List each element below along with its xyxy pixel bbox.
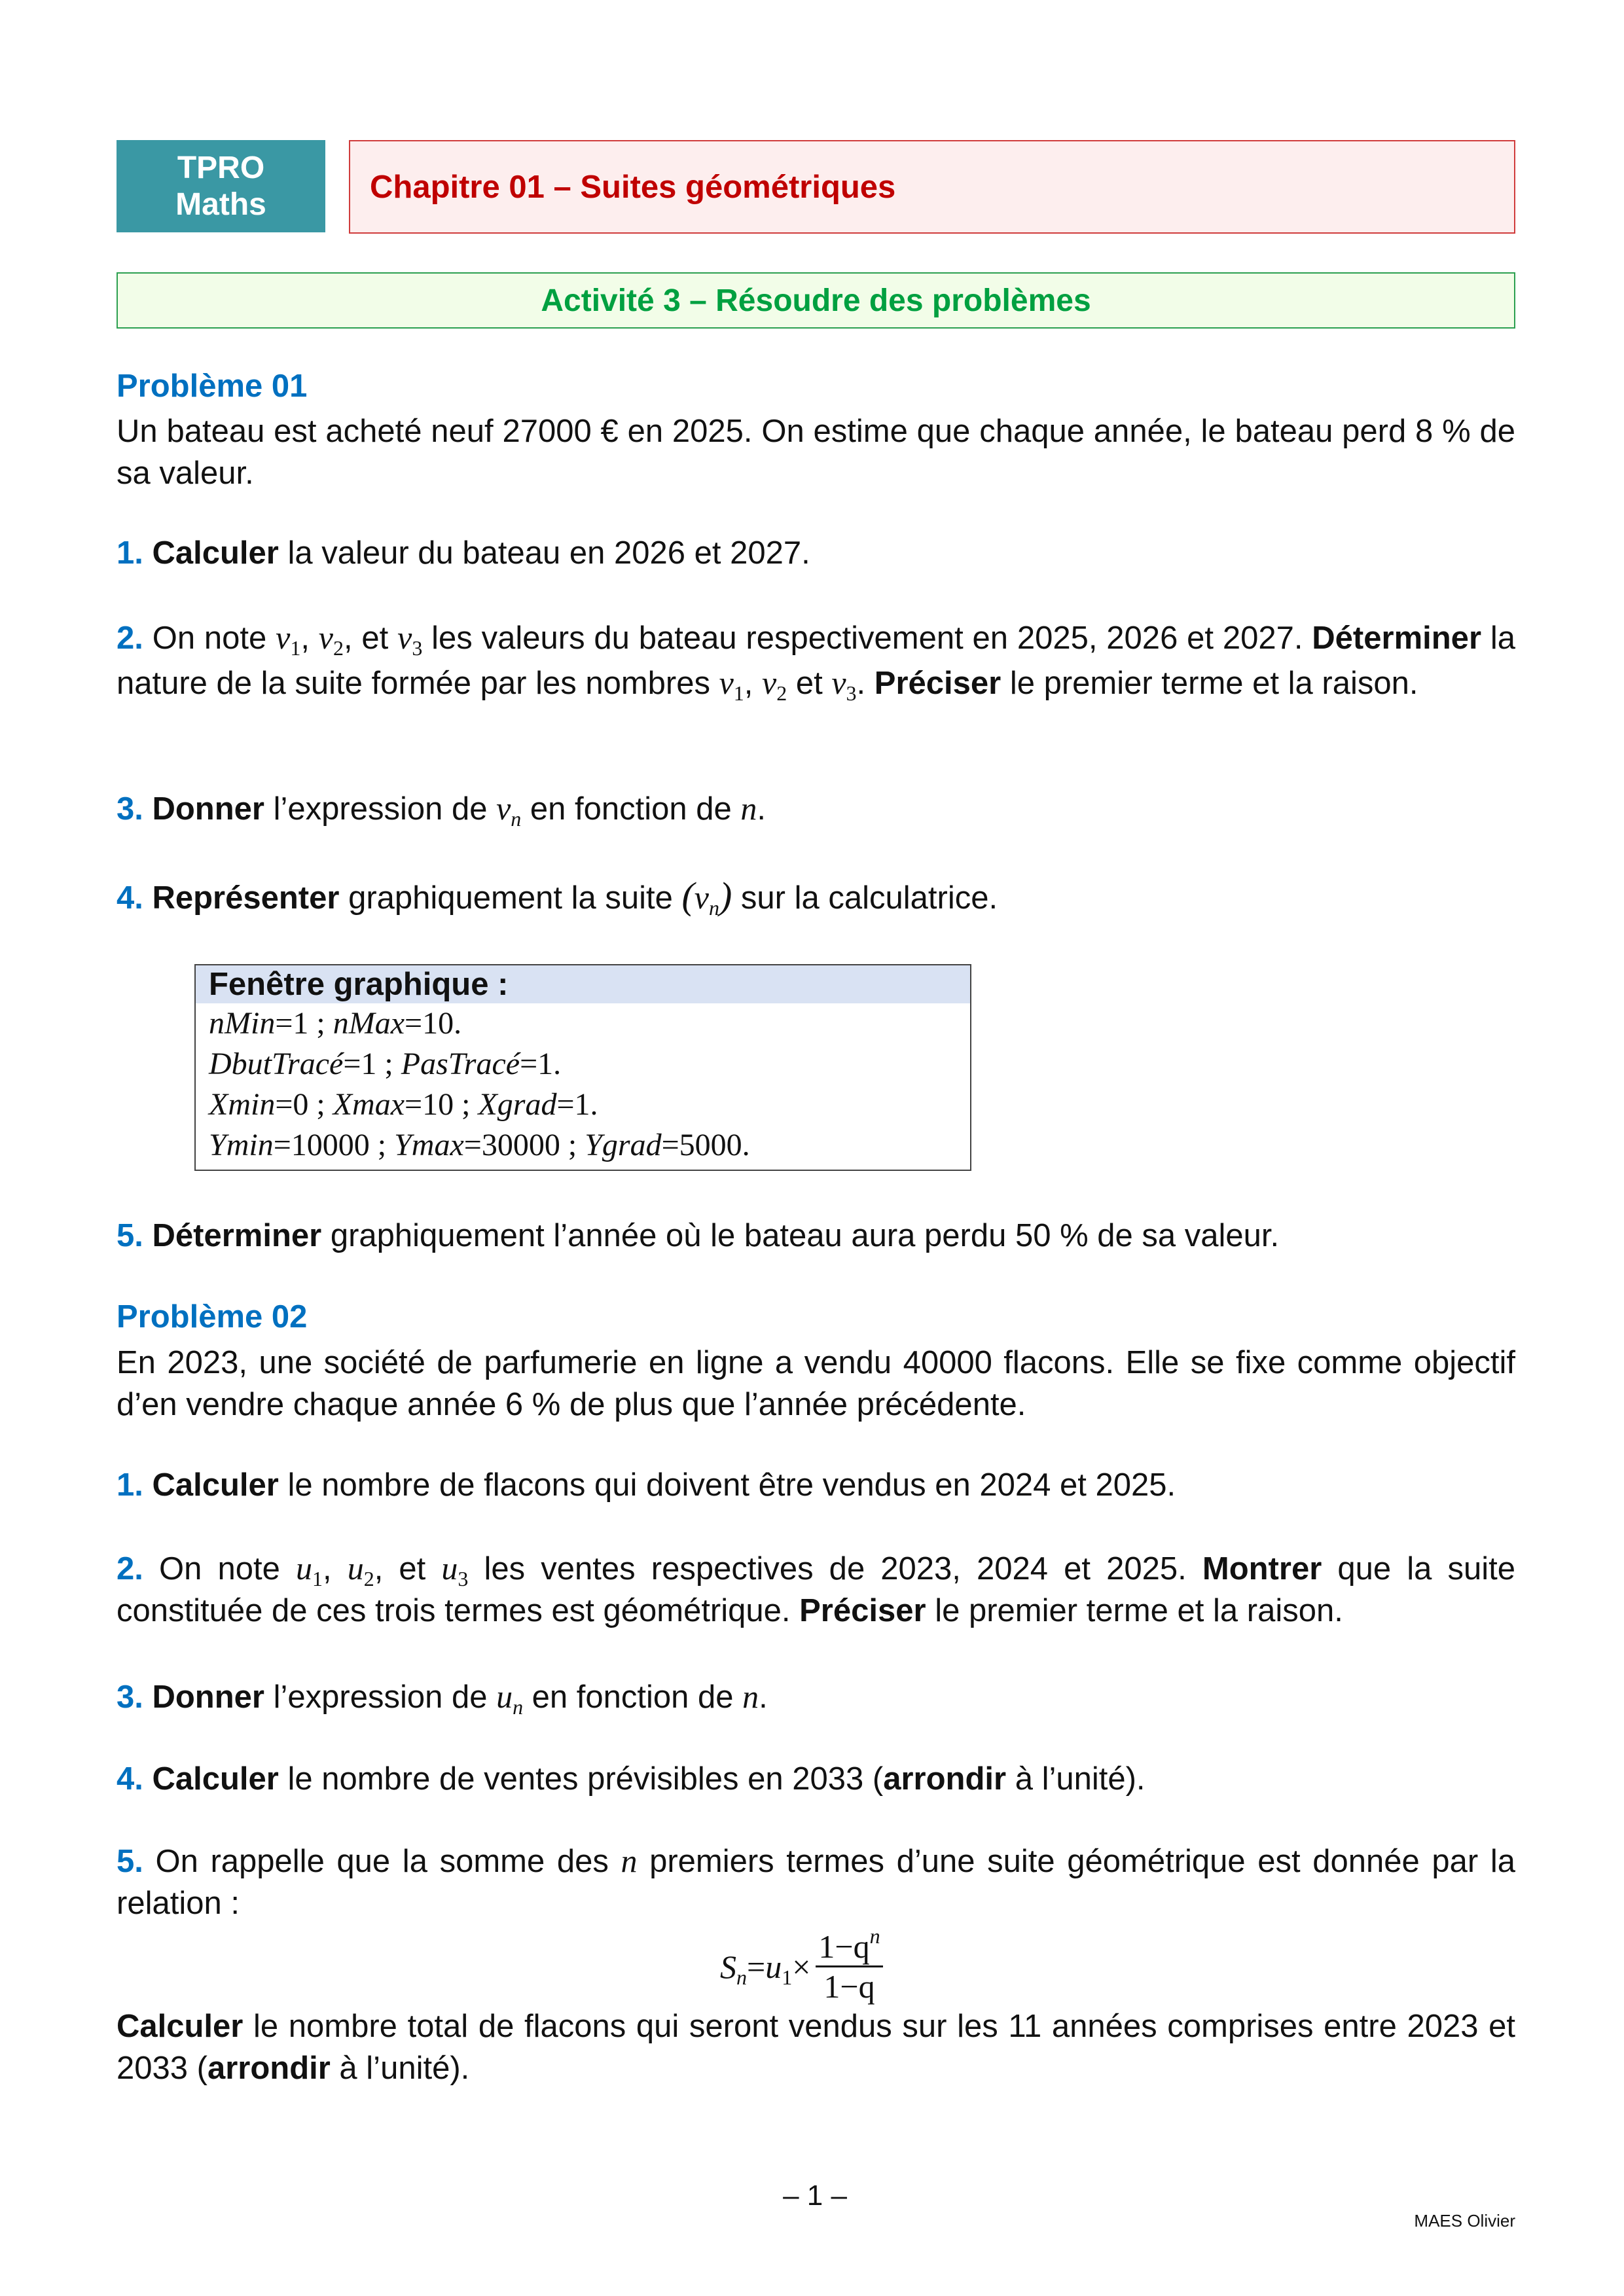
bold-keyword: Représenter xyxy=(152,880,340,916)
text: le premier terme et la raison. xyxy=(926,1593,1343,1628)
text: en fonction de xyxy=(523,1679,743,1715)
math-variable: v xyxy=(694,879,709,916)
math-term xyxy=(295,1550,323,1590)
graph-window-line xyxy=(196,1085,970,1125)
text: graphiquement la suite xyxy=(339,880,682,916)
math-variable: nMax xyxy=(333,1006,405,1041)
math-variable: v xyxy=(276,619,291,656)
bold-keyword: Donner xyxy=(152,1679,264,1715)
math-variable: n xyxy=(740,790,757,827)
question-number: 2. xyxy=(117,1551,159,1587)
text: et xyxy=(787,666,832,701)
bold-keyword: Calculer xyxy=(152,535,279,571)
problem2-question-2 xyxy=(117,1547,1515,1632)
math-variable: Ygrad xyxy=(585,1128,662,1162)
formula-times: × xyxy=(792,1948,811,1985)
text: le nombre total de flacons qui seront vendus sur les 11 années comprises entre 2023 et 2033 ( xyxy=(117,2009,1515,2086)
math-subscript: n xyxy=(511,807,522,831)
math-variable: v xyxy=(762,664,777,701)
math-variable: DbutTracé xyxy=(209,1047,344,1081)
text: =30000 ; xyxy=(463,1128,585,1162)
text: la valeur du bateau en 2026 et 2027. xyxy=(278,535,810,571)
text: sur la calculatrice. xyxy=(732,880,998,916)
math-term xyxy=(397,619,423,660)
math-variable: Xmax xyxy=(333,1087,405,1122)
text: les valeurs du bateau respectivement en 2025, 2026 et 2027. xyxy=(422,620,1312,656)
graph-window-title: Fenêtre graphique : xyxy=(196,965,970,1003)
math-subscript: 1 xyxy=(290,636,301,660)
math-subscript: 2 xyxy=(333,636,344,660)
question-number: 3. xyxy=(117,791,153,827)
text: , et xyxy=(374,1551,442,1587)
math-subscript: 1 xyxy=(312,1567,323,1590)
problem2-question-5 xyxy=(117,1840,1515,1924)
problem2-question-3 xyxy=(117,1676,1515,1718)
math-variable: u xyxy=(347,1550,364,1587)
question-number: 5. xyxy=(117,1218,153,1253)
problem2-question-1 xyxy=(117,1464,1515,1506)
text: =1 ; xyxy=(343,1047,401,1081)
text: , xyxy=(300,620,319,656)
problem1-question-5 xyxy=(117,1215,1515,1257)
math-variable: n xyxy=(742,1678,759,1715)
text: l’expression de xyxy=(264,791,497,827)
question-number: 1. xyxy=(117,535,153,571)
author: MAES Olivier xyxy=(1414,2211,1515,2231)
math-subscript: 2 xyxy=(363,1567,374,1590)
math-term xyxy=(347,1550,374,1590)
text: le nombre de ventes prévisibles en 2033 ( xyxy=(278,1761,884,1797)
bold-keyword: Préciser xyxy=(799,1593,926,1628)
bold-keyword: Déterminer xyxy=(152,1218,322,1253)
math-term xyxy=(621,1842,637,1879)
math-term xyxy=(740,790,757,827)
text: On note xyxy=(158,1551,296,1587)
graph-window-line xyxy=(196,1125,970,1166)
problem1-question-1 xyxy=(117,532,1515,574)
chapter-title: Chapitre 01 – Suites géométriques xyxy=(349,140,1515,234)
text: =1. xyxy=(556,1087,598,1122)
text: Un bateau est acheté neuf 27000 € en 2025. On estime que chaque année, le bateau perd 8 % de sa valeur. xyxy=(117,414,1515,491)
math-variable: nMin xyxy=(209,1006,276,1041)
math-term xyxy=(762,664,787,705)
bold-keyword: Donner xyxy=(152,791,264,827)
text: =10. xyxy=(405,1006,462,1041)
problem2-title: Problème 02 xyxy=(117,1299,308,1335)
sum-formula xyxy=(720,1924,883,2005)
problem1-question-4 xyxy=(117,875,1515,919)
math-subscript: 3 xyxy=(846,681,857,705)
math-variable: u xyxy=(295,1550,312,1587)
text: l’expression de xyxy=(264,1679,497,1715)
formula-equals: = xyxy=(747,1948,766,1985)
formula-fraction xyxy=(816,1924,882,2005)
text: graphiquement l’année où le bateau aura perdu 50 % de sa valeur. xyxy=(321,1218,1280,1253)
badge-line2: Maths xyxy=(175,187,266,222)
text: On rappelle que la somme des xyxy=(155,1844,621,1879)
math-subscript: n xyxy=(708,896,719,920)
formula-s: S xyxy=(720,1948,736,1985)
question-number: 5. xyxy=(117,1844,156,1879)
math-term xyxy=(719,664,744,705)
math-variable: Xmin xyxy=(209,1087,276,1122)
numerator-exponent: n xyxy=(869,1924,880,1948)
math-variable: Ymin xyxy=(209,1128,274,1162)
text: . xyxy=(856,666,875,701)
bold-keyword: arrondir xyxy=(207,2051,331,2086)
text: =1. xyxy=(520,1047,562,1081)
formula-s-sub: n xyxy=(736,1965,747,1989)
formula-u-sub: 1 xyxy=(782,1965,793,1989)
text: la nature de la suite formée par les nombres xyxy=(117,620,1515,701)
text: le nombre de flacons qui doivent être vendus en 2024 et 2025. xyxy=(278,1467,1176,1503)
text: le premier terme et la raison. xyxy=(1001,666,1418,701)
badge-line1: TPRO xyxy=(177,150,265,185)
math-variable: v xyxy=(318,619,333,656)
problem1-question-2 xyxy=(117,615,1515,706)
math-term xyxy=(831,664,857,705)
page-number: – 1 – xyxy=(783,2179,847,2212)
problem2-question-5-calc xyxy=(117,2005,1515,2089)
text: en fonction de xyxy=(521,791,741,827)
math-variable: u xyxy=(496,1678,513,1715)
math-subscript: 1 xyxy=(733,681,744,705)
text: =10 ; xyxy=(405,1087,478,1122)
question-number: 1. xyxy=(117,1467,153,1503)
problem1-intro xyxy=(117,410,1515,494)
math-variable: Ymax xyxy=(394,1128,464,1162)
problem1-title: Problème 01 xyxy=(117,368,308,404)
math-variable: v xyxy=(397,619,412,656)
bold-keyword: Calculer xyxy=(152,1467,279,1503)
text: , xyxy=(744,666,763,701)
math-variable: n xyxy=(621,1842,638,1879)
text: premiers termes d’une suite géométrique est donnée par la relation : xyxy=(117,1844,1515,1921)
problem2-intro xyxy=(117,1342,1515,1426)
text: =10000 ; xyxy=(273,1128,395,1162)
math-term xyxy=(441,1550,469,1590)
math-variable: v xyxy=(719,664,734,701)
text: que la suite constituée de ces trois termes est géométrique. xyxy=(117,1551,1515,1628)
math-subscript: n xyxy=(513,1695,524,1719)
text: On note xyxy=(152,620,276,656)
problem1-question-3 xyxy=(117,787,1515,830)
bold-keyword: Préciser xyxy=(874,666,1001,701)
math-term xyxy=(496,1678,524,1719)
math-subscript: 2 xyxy=(776,681,787,705)
question-number: 4. xyxy=(117,880,153,916)
bold-keyword: Calculer xyxy=(152,1761,279,1797)
bold-keyword: Calculer xyxy=(117,2009,244,2044)
formula-u: u xyxy=(765,1948,782,1985)
math-subscript: 3 xyxy=(412,636,423,660)
numerator-text: 1−q xyxy=(818,1928,870,1965)
bold-keyword: Montrer xyxy=(1202,1551,1322,1587)
text: En 2023, une société de parfumerie en ligne a vendu 40000 flacons. Elle se fixe comme objectif d’en vendre chaque année 6 % de plus que l’année précédente. xyxy=(117,1345,1515,1422)
math-term xyxy=(276,619,301,660)
math-variable: v xyxy=(496,790,511,827)
question-number: 2. xyxy=(117,620,153,656)
math-term: $(v_n)$ xyxy=(681,874,732,920)
text: . xyxy=(759,1679,768,1715)
problem2-question-4 xyxy=(117,1758,1515,1800)
course-badge xyxy=(117,140,325,232)
text: , xyxy=(322,1551,348,1587)
math-variable: Xgrad xyxy=(478,1087,557,1122)
text: , et xyxy=(343,620,398,656)
text: à l’unité). xyxy=(330,2051,470,2086)
bold-keyword: arrondir xyxy=(883,1761,1007,1797)
math-subscript: 3 xyxy=(458,1567,469,1590)
question-number: 3. xyxy=(117,1679,153,1715)
math-term xyxy=(318,619,344,660)
formula-numerator xyxy=(816,1924,882,1967)
math-variable: v xyxy=(831,664,846,701)
activity-title: Activité 3 – Résoudre des problèmes xyxy=(117,272,1515,329)
math-variable: PasTracé xyxy=(401,1047,520,1081)
text: à l’unité). xyxy=(1006,1761,1146,1797)
graph-window-line xyxy=(196,1044,970,1085)
text: . xyxy=(757,791,766,827)
math-variable: u xyxy=(441,1550,458,1587)
text: =0 ; xyxy=(275,1087,333,1122)
graph-window-line xyxy=(196,1003,970,1044)
text: =1 ; xyxy=(275,1006,333,1041)
bold-keyword: Déterminer xyxy=(1312,620,1482,656)
math-term xyxy=(742,1678,759,1715)
graph-window-box xyxy=(194,964,971,1171)
math-term xyxy=(496,790,522,831)
question-number: 4. xyxy=(117,1761,153,1797)
text: les ventes respectives de 2023, 2024 et 2025. xyxy=(468,1551,1202,1587)
formula-denominator: 1−q xyxy=(823,1968,875,2005)
text: =5000. xyxy=(661,1128,750,1162)
